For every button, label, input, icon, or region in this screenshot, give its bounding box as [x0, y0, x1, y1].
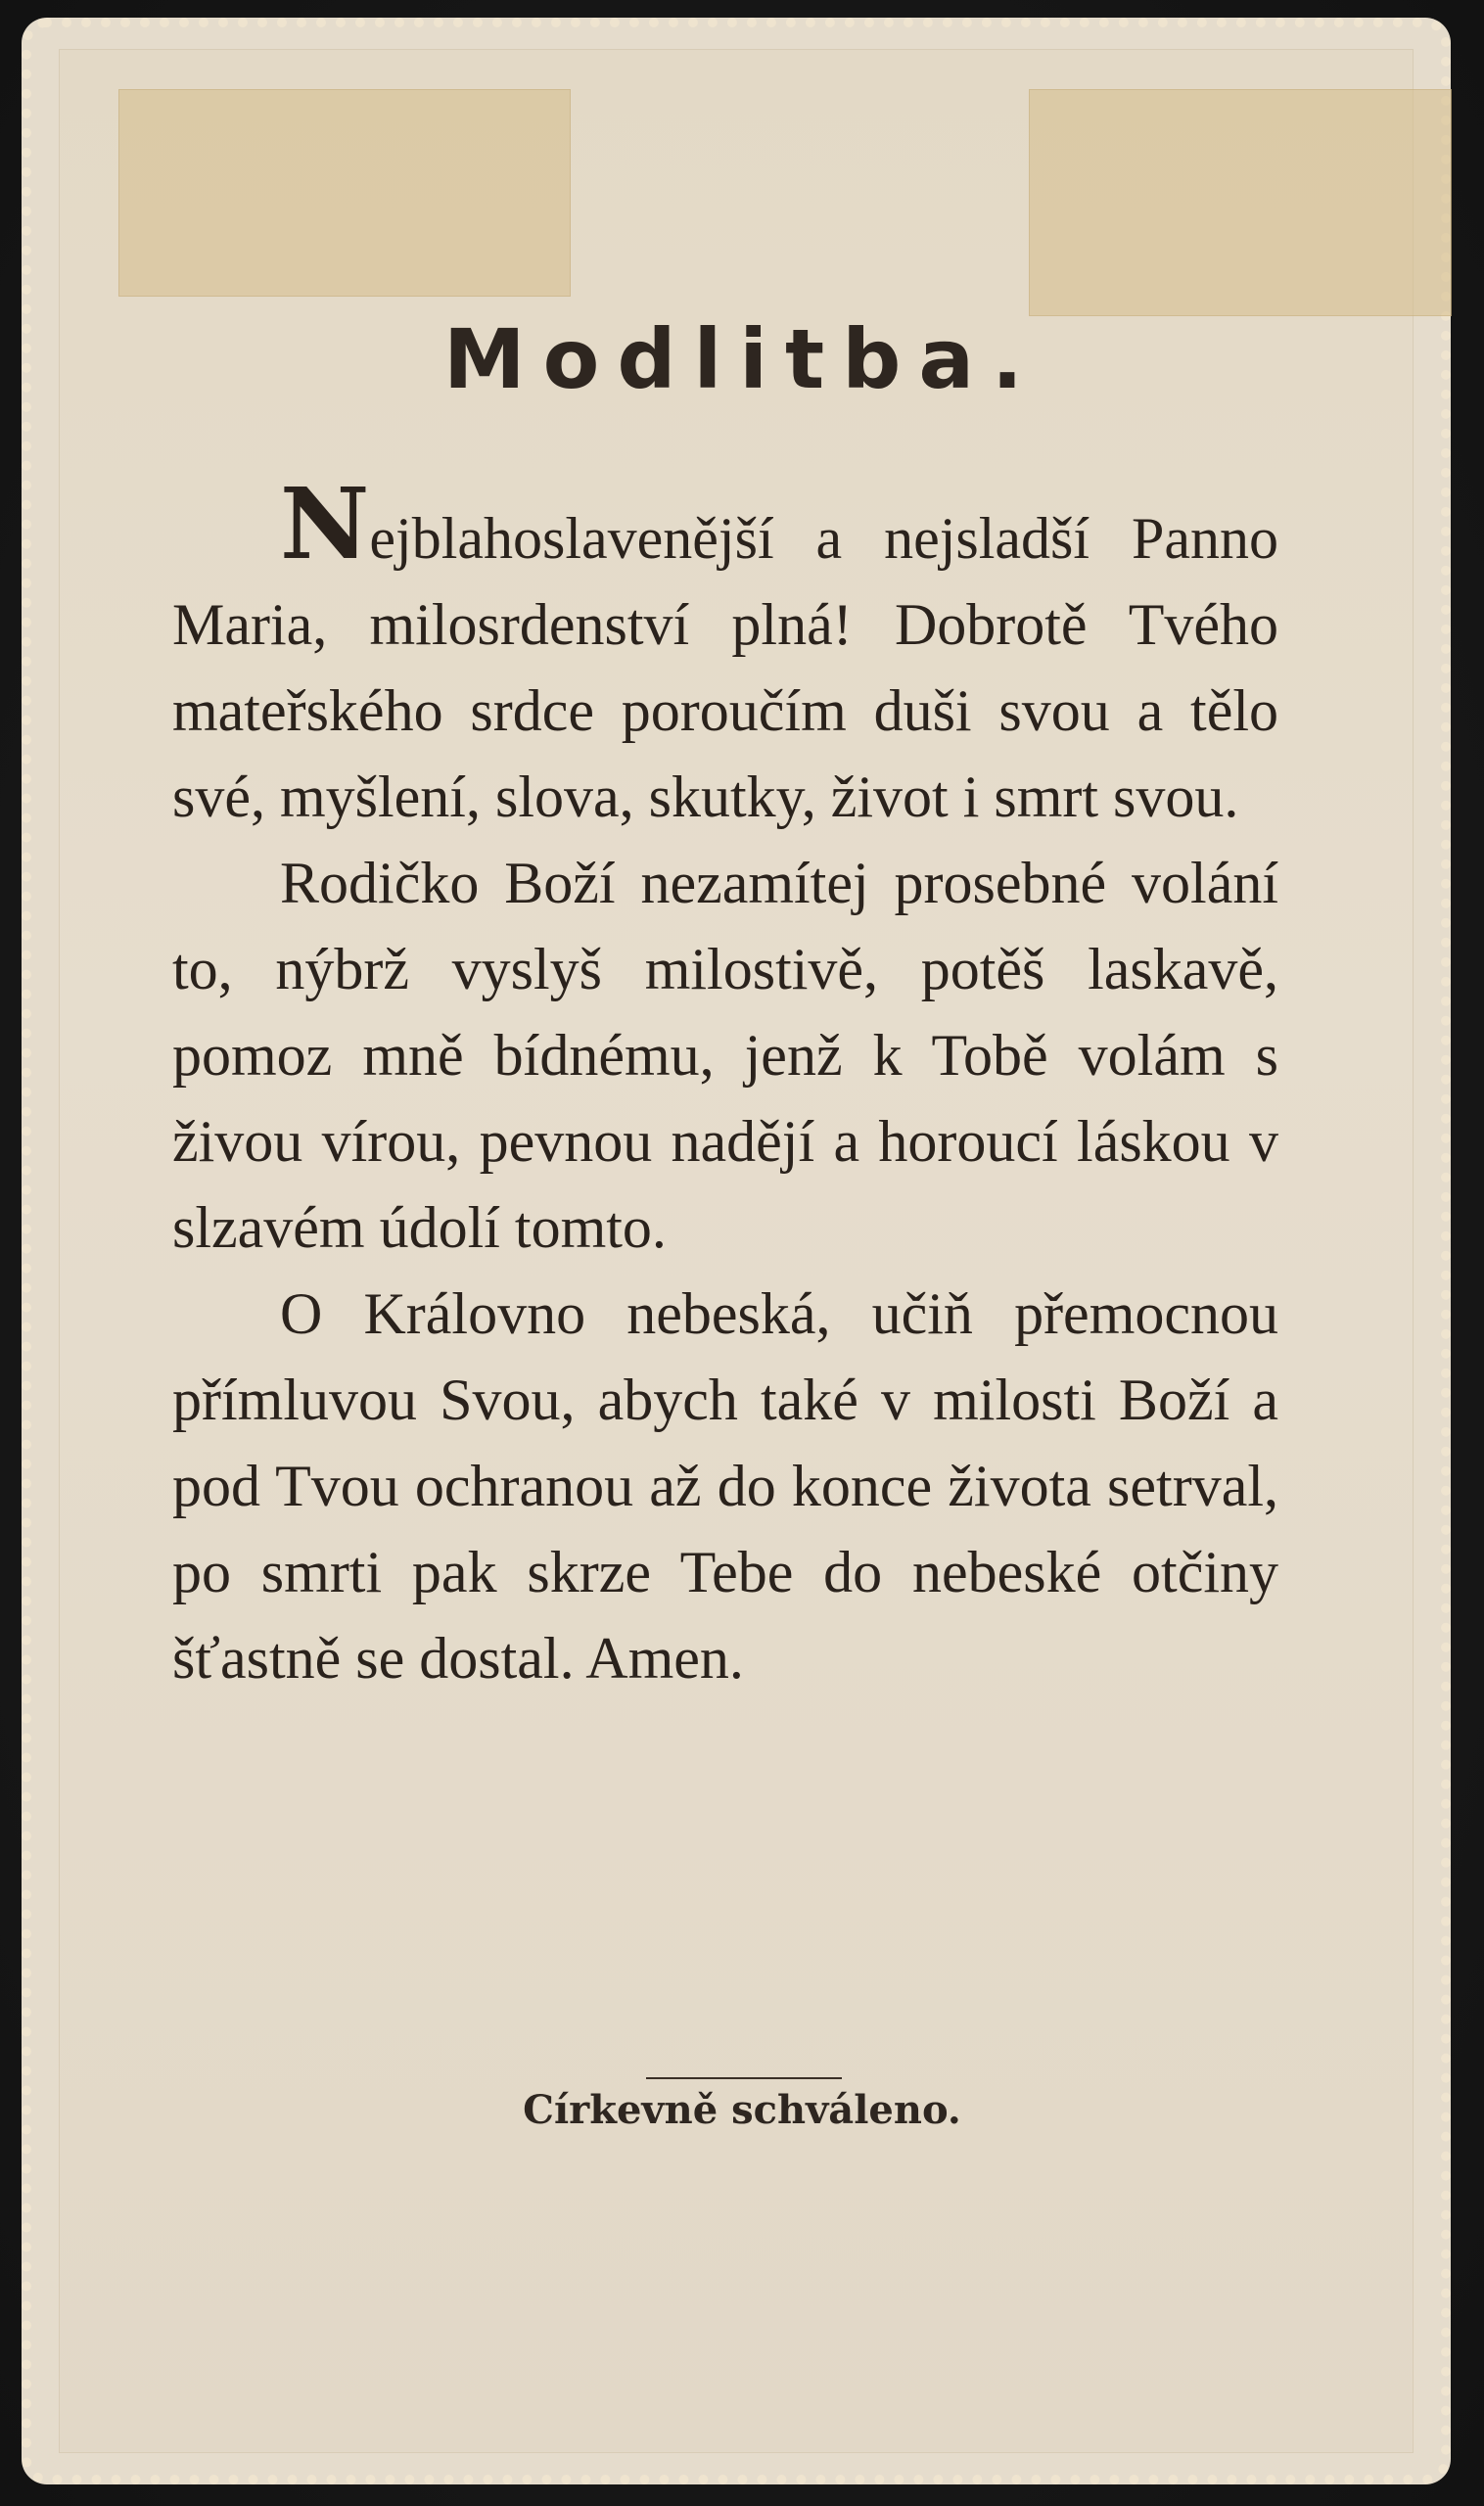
paragraph-3: O Královno nebeská, učiň přemocnou přímluvou Svou, abych také v milosti Boží a pod Tvou ochranou až do konce života setrval, po smrti pak skrze Tebe do nebeské otčiny šťastně se dostal. Amen. — [172, 1281, 1278, 1691]
paragraph-1 — [172, 466, 1278, 840]
church-approval: Církevně schváleno. — [523, 2087, 961, 2133]
paragraph-2: Rodičko Boží nezamítej prosebné volání to, nýbrž vyslyš milostivě, potěš laskavě, pomoz mně bídnému, jenž k Tobě volám s živou vírou, pevnou nadějí a horoucí láskou v slzavém údolí tomto. — [172, 851, 1278, 1260]
prayer-text — [172, 466, 1278, 1701]
tape-strip-right — [1029, 89, 1452, 316]
card-title: Modlitba. — [443, 311, 1041, 407]
tape-strip-left — [118, 89, 571, 297]
approval-rule — [646, 2077, 842, 2079]
decorative-initial: N — [280, 466, 370, 581]
paragraph-1-text: ejblahoslavenější a nejsladší Panno Maria, milosrdenství plná! Dobrotě Tvého mateřského srdce poroučím duši svou a tělo své, myšlení, slova, skutky, život i smrt svou. — [172, 506, 1278, 829]
